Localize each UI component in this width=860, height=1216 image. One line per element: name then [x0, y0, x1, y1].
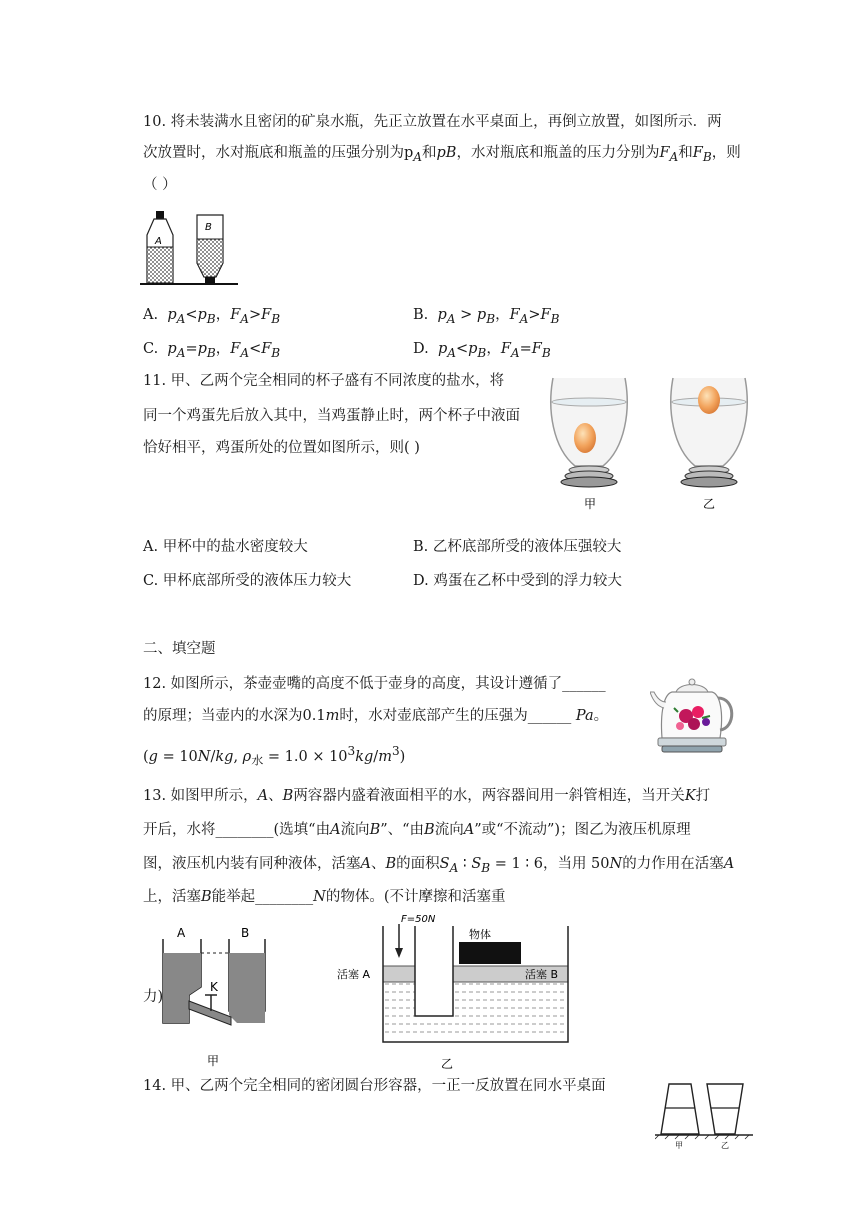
q10-line-1: 10. 将未装满水且密闭的矿泉水瓶，先正立放置在水平桌面上，再倒立放置，如图所示．两 — [143, 114, 722, 130]
cup-jia — [551, 378, 627, 511]
q13-fig-jia-k: K — [210, 980, 218, 994]
q13-fig-yi — [335, 912, 585, 1072]
q13-fig-yi-piston-b: 活塞 B — [525, 968, 559, 981]
q13-line-2: 开后，水将________(选填“由A流向B”、“由B流向A”或“不流动”)；图乙为液压机原理 — [143, 822, 691, 838]
q10-option-a[interactable]: A. $p_A<p_B$，$F_A>F_B$ — [143, 307, 281, 326]
q10-line-2: 次放置时，水对瓶底和瓶盖的压强分别为$p_A$和pB，水对瓶底和瓶盖的压力分别为$F_A$和$F_B$，则 — [143, 145, 741, 164]
q11-cups-figure — [545, 370, 765, 515]
q11-line-3: 恰好相平，鸡蛋所处的位置如图所示，则( ) — [143, 440, 420, 456]
q13-line-1c: 打 — [695, 788, 711, 804]
q14-fig-label-yi: 乙 — [721, 1141, 729, 1150]
q10-line-2-text: 次放置时，水对瓶底和瓶盖的压强分别为p — [143, 145, 414, 161]
q13-fig-yi-caption: 乙 — [441, 1057, 454, 1071]
q11-line-2: 同一个鸡蛋先后放入其中，当鸡蛋静止时，两个杯子中液面 — [143, 408, 520, 424]
q13-line-4b: 能举起________ — [211, 889, 314, 905]
q12-line-2b: 时，水对壶底部产生的压强为______ — [339, 708, 572, 724]
q13-line-3c: ，当用 50 — [542, 856, 610, 872]
q13-line-3: 图，液压机内装有同种液体，活塞A、B的面积$S_A$ ∶ $S_B = 1$ ∶ 6，当用 50N的力作用在活塞A — [143, 856, 735, 875]
q11-option-a[interactable]: A. 甲杯中的盐水密度较大 — [143, 539, 308, 555]
q13-line-4c: 的物体。(不计摩擦和活塞重 — [325, 889, 506, 905]
q13-line-1a: 13. 如图甲所示， — [143, 788, 258, 804]
q12-line-2: 的原理；当壶内的水深为0.1m时，水对壶底部产生的压强为______ Pa。 — [143, 708, 609, 724]
q13-line-1b: 两容器内盛着液面相平的水，两容器间用一斜管相连，当开关 — [293, 788, 685, 804]
q10-fig-label-a: A — [155, 236, 162, 247]
q13-fig-yi-object: 物体 — [469, 928, 491, 941]
q13-fig-jia-caption: 甲 — [207, 1054, 220, 1068]
q13-fig-jia-b: B — [241, 926, 250, 940]
q13-line-4: 上，活塞B能举起________N的物体。(不计摩擦和活塞重 — [143, 889, 506, 905]
q13-fig-jia — [155, 925, 275, 1070]
q11-option-d[interactable]: D. 鸡蛋在乙杯中受到的浮力较大 — [413, 573, 622, 589]
q13-line-4a: 上，活塞 — [143, 889, 201, 905]
q10-option-d[interactable]: D. $p_A<p_B$，$F_A=F_B$ — [413, 341, 551, 360]
q11-option-c[interactable]: C. 甲杯底部所受的液体压力较大 — [143, 573, 352, 589]
q13-line-5: 力) — [143, 989, 164, 1005]
q13-line-3a: 图，液压机内装有同种液体，活塞 — [143, 856, 361, 872]
q12-line-1: 12. 如图所示，茶壶壶嘴的高度不低于壶身的高度，其设计遵循了______ — [143, 676, 606, 692]
q13-line-3d: 的力作用在活塞 — [622, 856, 724, 872]
q13-fig-yi-piston-a: 活塞 A — [337, 968, 371, 981]
q12-line-2a: 的原理；当壶内的水深为 — [143, 708, 303, 724]
q11-fig-label-yi: 乙 — [703, 497, 716, 511]
q11-line-1: 11. 甲、乙两个完全相同的杯子盛有不同浓度的盐水，将 — [143, 373, 505, 389]
q10-option-b[interactable]: B. $p_A > p_B$，$F_A>F_B$ — [413, 307, 560, 326]
q10-option-c[interactable]: C. $p_A=p_B$，$F_A<F_B$ — [143, 341, 281, 360]
q13-fig-jia-a: A — [177, 926, 186, 940]
section-title-fill-in: 二、填空题 — [143, 641, 216, 657]
q11-option-b[interactable]: B. 乙杯底部所受的液体压强较大 — [413, 539, 622, 555]
cup-yi — [671, 378, 747, 511]
q14-line-1: 14. 甲、乙两个完全相同的密闭圆台形容器，一正一反放置在同水平桌面 — [143, 1078, 606, 1094]
q13-fig-yi-force: F=50N — [401, 914, 436, 925]
q12-line-3: (g = 10N/kg, $\rho_水 = 1.0 \times 10^3kg/m^3$) — [143, 744, 406, 768]
q10-line-3: （ ） — [143, 177, 177, 193]
q13-line-3b: 的面积 — [396, 856, 440, 872]
q12-kettle-figure — [650, 672, 745, 764]
q11-fig-label-jia: 甲 — [584, 497, 597, 511]
q10-fig-label-b: B — [205, 222, 212, 233]
q12-line-2c: 。 — [593, 708, 609, 724]
q10-bottles-figure — [140, 205, 240, 295]
q14-frustum-figure — [655, 1080, 755, 1150]
q14-fig-label-jia: 甲 — [675, 1141, 683, 1150]
q13-line-1: 13. 如图甲所示，A、B两容器内盛着液面相平的水，两容器间用一斜管相连，当开关K打 — [143, 788, 711, 804]
